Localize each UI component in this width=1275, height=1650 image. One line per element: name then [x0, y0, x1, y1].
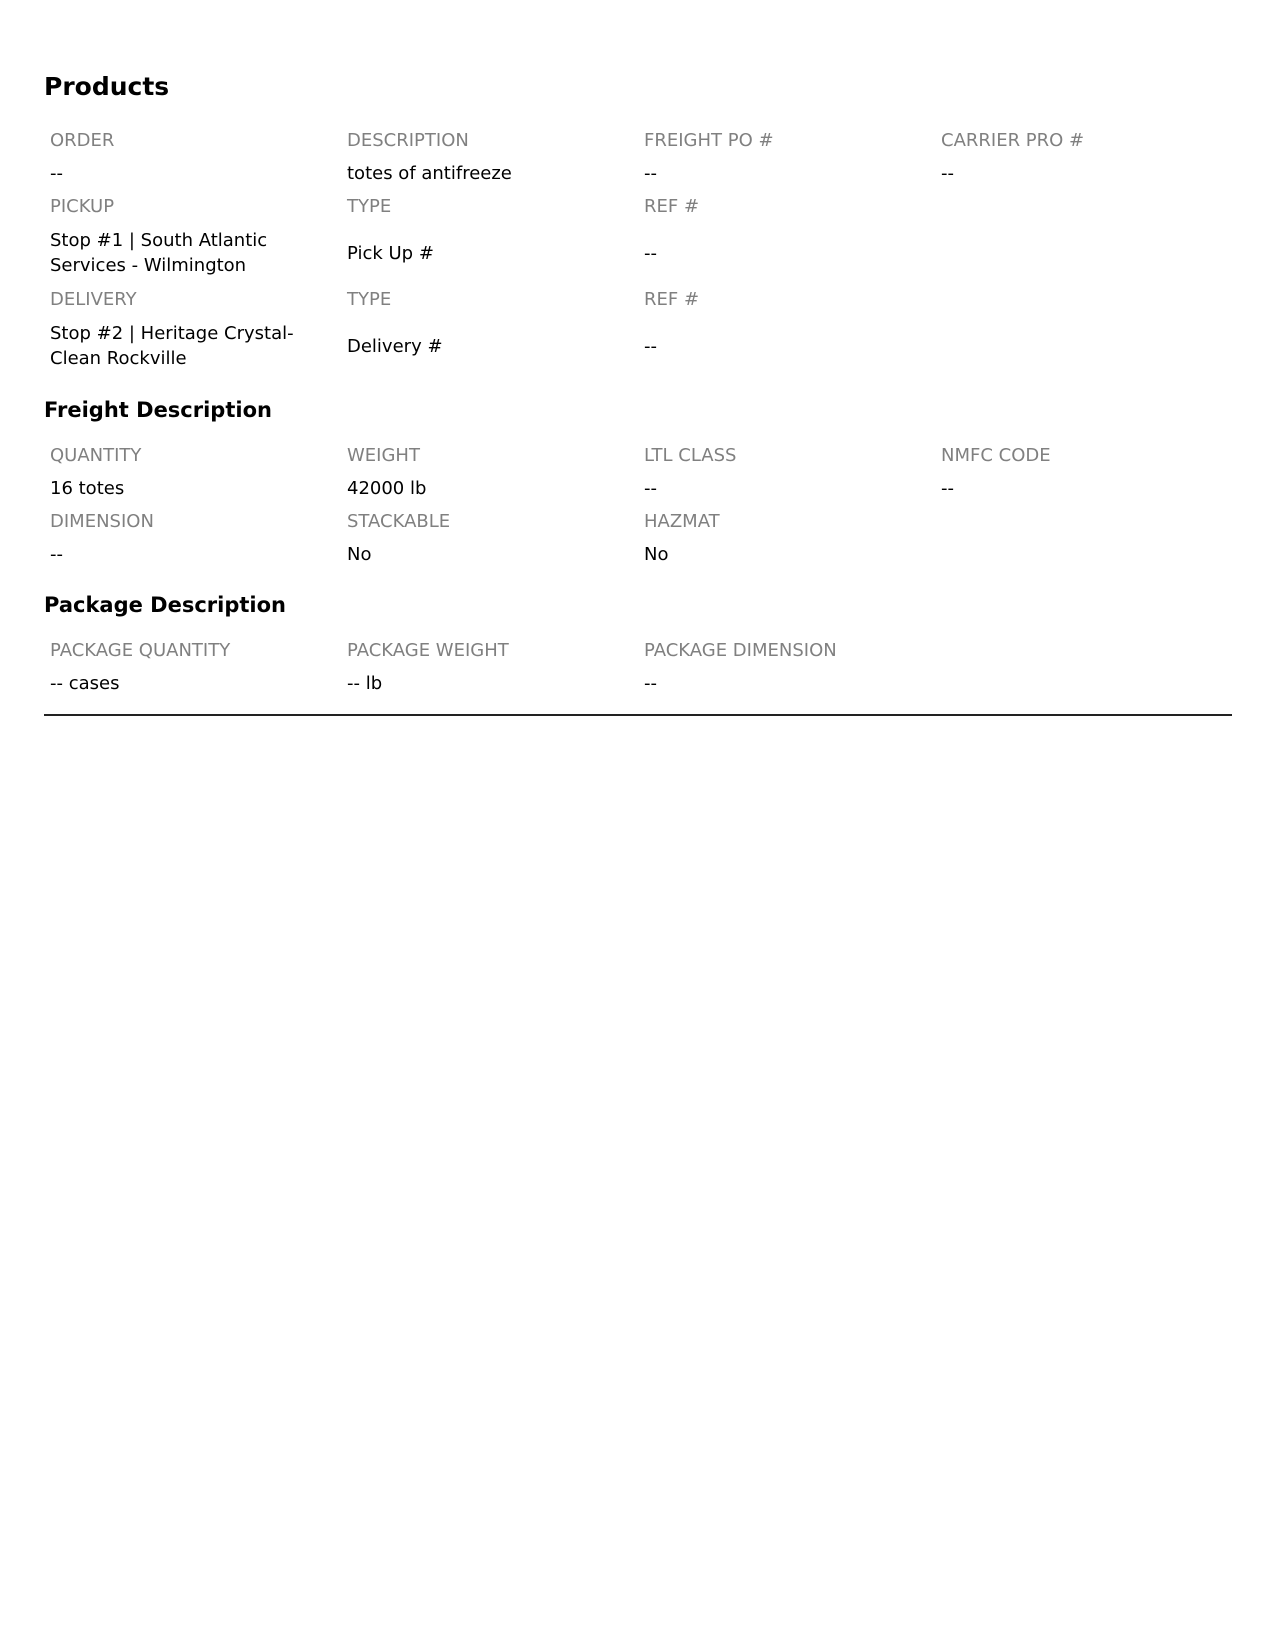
hazmat-value: No [644, 544, 669, 566]
empty-cell [935, 223, 1232, 283]
empty-cell [935, 505, 1232, 538]
quantity-label: QUANTITY [50, 445, 142, 467]
description-label: DESCRIPTION [347, 130, 469, 151]
freight-label-row-2 [44, 505, 1232, 538]
package-weight-value: -- lb [347, 673, 383, 695]
empty-cell [935, 667, 1232, 700]
products-label-row [44, 124, 1232, 157]
freight-table [44, 439, 1232, 571]
pickup-ref-label: REF # [644, 196, 700, 217]
delivery-ref-value: -- [644, 335, 657, 357]
pickup-label-row [44, 190, 1232, 223]
freight-value-row-2 [44, 538, 1232, 571]
delivery-type-value: Delivery # [347, 335, 443, 357]
description-value: totes of antifreeze [347, 163, 512, 184]
package-weight-label: PACKAGE WEIGHT [347, 640, 509, 662]
document-page [44, 72, 1232, 716]
freight-po-value: -- [644, 163, 657, 184]
dimension-label: DIMENSION [50, 511, 154, 533]
freight-description-heading: Freight Description [44, 398, 272, 422]
empty-cell [935, 283, 1232, 316]
order-value: -- [50, 163, 63, 184]
pickup-label: PICKUP [50, 196, 115, 217]
pickup-stop-value: Stop #1 | South Atlantic Services - Wilmington [50, 230, 268, 276]
empty-cell [935, 190, 1232, 223]
delivery-label-row [44, 283, 1232, 316]
delivery-stop-value: Stop #2 | Heritage Crystal-Clean Rockville [50, 323, 294, 369]
carrier-pro-value: -- [941, 163, 954, 184]
stackable-label: STACKABLE [347, 511, 451, 533]
order-label: ORDER [50, 130, 115, 151]
empty-cell [935, 316, 1232, 376]
nmfc-code-label: NMFC CODE [941, 445, 1051, 467]
package-quantity-label: PACKAGE QUANTITY [50, 640, 231, 662]
pickup-ref-value: -- [644, 242, 657, 264]
empty-cell [935, 634, 1232, 667]
products-value-row [44, 157, 1232, 190]
delivery-value-row [44, 316, 1232, 376]
freight-label-row [44, 439, 1232, 472]
package-label-row [44, 634, 1232, 667]
delivery-type-label: TYPE [347, 289, 392, 310]
nmfc-code-value: -- [941, 478, 954, 500]
package-value-row [44, 667, 1232, 700]
package-dimension-value: -- [644, 673, 657, 695]
package-table [44, 634, 1232, 700]
delivery-label: DELIVERY [50, 289, 137, 310]
products-table [44, 124, 1232, 376]
ltl-class-value: -- [644, 478, 657, 500]
package-dimension-label: PACKAGE DIMENSION [644, 640, 837, 662]
pickup-type-value: Pick Up # [347, 242, 434, 264]
stackable-value: No [347, 544, 372, 566]
spacer [44, 376, 1232, 398]
empty-cell [935, 538, 1232, 571]
quantity-value: 16 totes [50, 478, 125, 500]
package-description-heading: Package Description [44, 593, 286, 618]
weight-label: WEIGHT [347, 445, 420, 467]
ltl-class-label: LTL CLASS [644, 445, 737, 467]
products-heading: Products [44, 72, 170, 101]
carrier-pro-label: CARRIER PRO # [941, 130, 1085, 151]
freight-value-row [44, 472, 1232, 505]
section-divider [44, 714, 1232, 716]
pickup-type-label: TYPE [347, 196, 392, 217]
package-quantity-value: -- cases [50, 673, 120, 695]
freight-po-label: FREIGHT PO # [644, 130, 774, 151]
spacer [44, 571, 1232, 593]
pickup-value-row [44, 223, 1232, 283]
weight-value: 42000 lb [347, 478, 427, 500]
delivery-ref-label: REF # [644, 289, 700, 310]
dimension-value: -- [50, 544, 63, 566]
hazmat-label: HAZMAT [644, 511, 720, 533]
